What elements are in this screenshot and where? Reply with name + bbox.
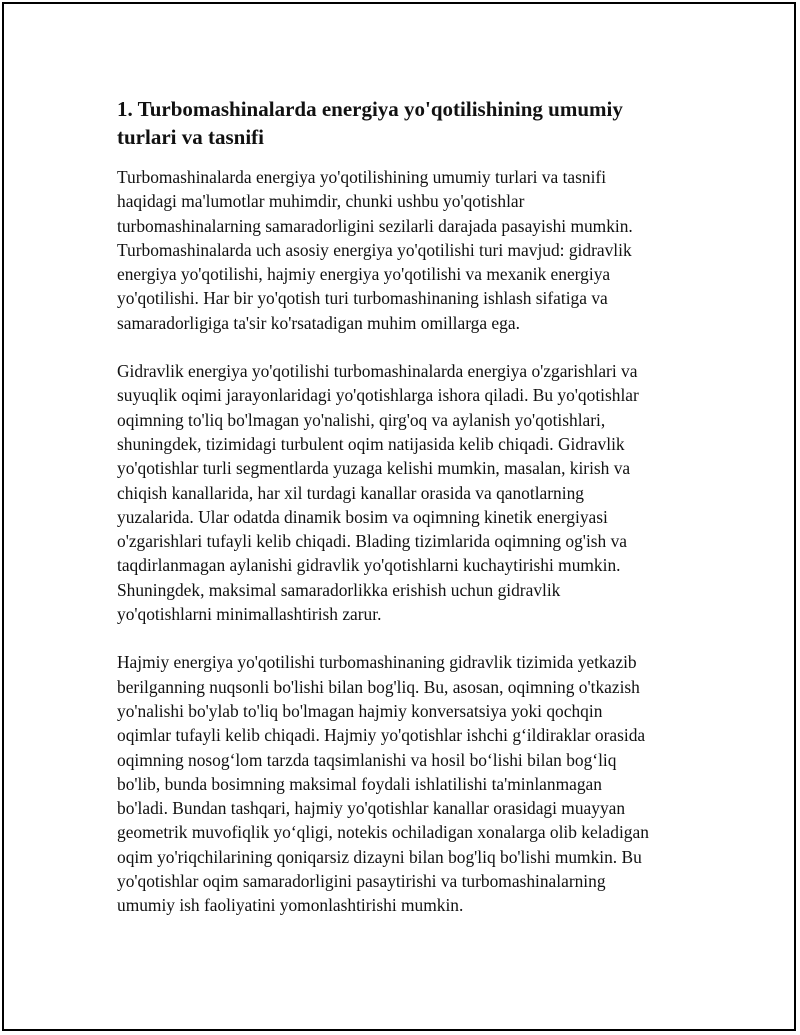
text-line: Hajmiy energiya yo'qotilishi turbomashinaning gidravlik tizimida yetkazib xyxy=(117,652,637,673)
heading-line: 1. Turbomashinalarda energiya yo'qotilishining umumiy xyxy=(117,97,623,121)
text-line: haqidagi ma'lumotlar muhimdir, chunki ushbu yo'qotishlar xyxy=(117,191,525,212)
text-line: umumiy ish faoliyatini yomonlashtirishi mumkin. xyxy=(117,895,464,916)
text-line: taqdirlanmagan aylanishi gidravlik yo'qotishlarni kuchaytirishi mumkin. xyxy=(117,555,621,576)
text-line: Turbomashinalarda uch asosiy energiya yo'qotilishi turi mavjud: gidravlik xyxy=(117,239,632,260)
text-line: berilganning nuqsonli bo'lishi bilan bog'liq. Bu, asosan, oqimning o'tkazish xyxy=(117,676,640,697)
text-line: yo'qotishlar oqim samaradorligini pasaytirishi va turbomashinalarning xyxy=(117,871,606,892)
paragraph-intro xyxy=(117,165,685,335)
text-line: Gidravlik energiya yo'qotilishi turbomashinalarda energiya o'zgarishlari va xyxy=(117,361,638,382)
paragraph-volumetric-losses xyxy=(117,650,685,917)
heading-line: turlari va tasnifi xyxy=(117,125,264,149)
text-line: oqimning nosog‘lom tarzda taqsimlanishi va hosil bo‘lishi bilan bog‘liq xyxy=(117,749,617,770)
text-line: yo'qotishlar turli segmentlarda yuzaga kelishi mumkin, masalan, kirish va xyxy=(117,458,631,479)
text-line: Turbomashinalarda energiya yo'qotilishining umumiy turlari va tasnifi xyxy=(117,167,607,187)
text-line: shuningdek, tizimidagi turbulent oqim natijasida kelib chiqadi. Gidravlik xyxy=(117,433,625,454)
text-line: geometrik muvofiqlik yo‘qligi, notekis ochiladigan xonalarga olib keladigan xyxy=(117,822,649,843)
text-line: o'zgarishlari tufayli kelib chiqadi. Blading tizimlarida oqimning og'ish va xyxy=(117,531,628,552)
text-line: samaradorligiga ta'sir ko'rsatadigan muhim omillarga ega. xyxy=(117,312,520,333)
text-line: turbomashinalarning samaradorligini sezilarli darajada pasayishi mumkin. xyxy=(117,215,633,236)
text-line: Shuningdek, maksimal samaradorlikka erishish uchun gidravlik xyxy=(117,579,561,600)
text-line: yo'qotishlarni minimallashtirish zarur. xyxy=(117,604,382,625)
text-line: oqimning to'liq bo'lmagan yo'nalishi, qirg'oq va aylanish yo'qotishlari, xyxy=(117,409,606,430)
document-body xyxy=(117,95,685,942)
text-line: oqimlar tufayli kelib chiqadi. Hajmiy yo'qotishlar ishchi g‘ildiraklar orasida xyxy=(117,725,646,746)
text-line: bo'ladi. Bundan tashqari, hajmiy yo'qotishlar kanallar orasidagi muayyan xyxy=(117,798,626,819)
text-line: chiqish kanallarida, har xil turdagi kanallar orasida va qanotlarning xyxy=(117,482,584,503)
section-heading xyxy=(117,95,685,151)
text-line: yuzalarida. Ular odatda dinamik bosim va oqimning kinetik energiyasi xyxy=(117,506,608,527)
text-line: suyuqlik oqimi jarayonlaridagi yo'qotishlarga ishora qiladi. Bu yo'qotishlar xyxy=(117,385,639,406)
text-line: yo'nalishi bo'ylab to'liq bo'lmagan hajmiy konversatsiya yoki qochqin xyxy=(117,700,603,721)
text-line: energiya yo'qotilishi, hajmiy energiya yo'qotilishi va mexanik energiya xyxy=(117,264,611,285)
text-line: oqim yo'riqchilarining qoniqarsiz dizayni bilan bog'liq bo'lishi mumkin. Bu xyxy=(117,846,642,867)
text-line: yo'qotilishi. Har bir yo'qotish turi turbomashinaning ishlash sifatiga va xyxy=(117,288,608,309)
paragraph-hydraulic-losses xyxy=(117,359,685,626)
text-line: bo'lib, bunda bosimning maksimal foydali ishlatilishi ta'minlanmagan xyxy=(117,773,602,794)
